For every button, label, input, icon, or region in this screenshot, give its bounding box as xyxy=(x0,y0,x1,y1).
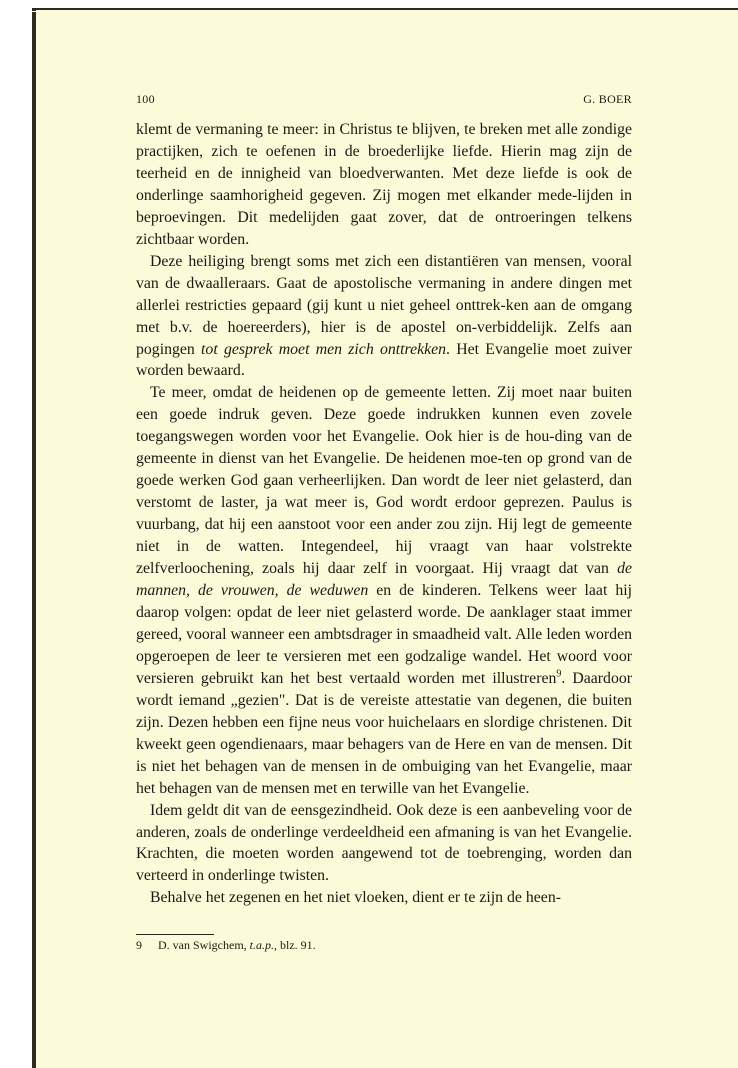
running-head-author: G. BOER xyxy=(583,92,632,106)
paragraph xyxy=(136,800,632,888)
paragraph-text: Te meer, omdat de heidenen op de gemeente letten. Zij moet naar buiten een goede indruk geven. Deze goede indrukken kunnen even zovele toegangswegen worden voor het Evangelie. Ook hier is de hou-ding van de gemeente in dienst van het Evangelie. De heidenen moe-ten op grond van de goede werken God gaan verheerlijken. Dan wordt de leer niet gelasterd, dan verstomt de laster, ja wat meer is, God wordt erdoor geprezen. Paulus is vuurbang, dat hij een aanstoot voor een ander zou zijn. Hij legt de gemeente niet in de watten. Integendeel, hij vraagt van haar volstrekte zelfverloochening, zoals hij daar zelf in voorgaat. Hij vraagt dat van xyxy=(136,384,632,578)
body-text xyxy=(136,119,632,909)
footnote-number: 9 xyxy=(136,938,142,952)
paragraph-text: . Het Evangelie moet zuiver worden bewaard. xyxy=(136,340,632,380)
italic-text: de mannen, de vrouwen, de weduwen xyxy=(136,560,632,600)
italic-text: tot gesprek moet men zich onttrekken xyxy=(201,340,447,358)
footnote-marker: 9 xyxy=(556,668,562,680)
paragraph xyxy=(136,119,632,251)
paragraph-text: en de kinderen. Telkens weer laat hij daarop volgen: opdat de leer niet gelasterd worde. De aanklager staat immer gereed, vooral wanneer een ambtsdrager in smaadheid valt. Alle leden worden opgeroepen de leer te versieren met een godzalige wandel. Het woord voor versieren gebruikt kan het best vertaald worden met illustreren xyxy=(136,582,632,687)
paragraph-text: . Daardoor wordt iemand „gezien". Dat is de vereiste attestatie van degenen, die buiten zijn. Dezen hebben een fijne neus voor huichelaars en slordige christenen. Dit kweekt geen ogendienaars, maar behagers van de Here en van de mensen. Dit is niet het behagen van de mensen in de ombuiging van het Evangelie, maar het behagen van de mensen met en terwille van het Evangelie. xyxy=(136,669,633,797)
paragraph-text: Idem geldt dit van de eensgezindheid. Ook deze is een aanbeveling voor de anderen, zoals de onderlinge verdeeldheid een afmaning is van het Evangelie. Krachten, die moeten worden aangewend tot de toebrenging, worden dan verteerd in onderlinge twisten. xyxy=(136,801,632,885)
paragraph-text: Behalve het zegenen en het niet vloeken, dient er te zijn de heen- xyxy=(150,889,561,907)
paragraph xyxy=(136,251,632,383)
footnote-rule xyxy=(136,934,214,935)
paragraph xyxy=(136,887,632,909)
footnote-page: , blz. 91. xyxy=(274,938,316,952)
footnote-reference: t.a.p. xyxy=(249,938,274,952)
paragraph-text: klemt de vermaning te meer: in Christus te blijven, te breken met alle zondige practijken, zich te oefenen in de broederlijke liefde. Hierin mag zijn de teerheid en de innigheid van bloedverwanten. Met deze liefde is ook de onderlinge saamhorigheid gegeven. Zij mogen met elkander mede-lijden in beproevingen. Dit medelijden gaat zover, dat de ontroeringen telkens zichtbaar worden. xyxy=(136,121,632,248)
paragraph-text: Deze heiliging brengt soms met zich een distantiëren van mensen, vooral van de dwaalleraars. Gaat de apostolische vermaning in andere dingen met allerlei restricties gepaard (gij kunt u niet geheel onttrek-ken aan de omgang met b.v. de hoereerders), hier is de apostel on-verbiddelijk. Zelfs aan pogingen xyxy=(136,252,632,358)
footnote-author: D. van Swigchem, xyxy=(158,938,250,952)
paragraph xyxy=(136,382,632,799)
page-number: 100 xyxy=(136,92,155,106)
footnote xyxy=(136,938,632,953)
